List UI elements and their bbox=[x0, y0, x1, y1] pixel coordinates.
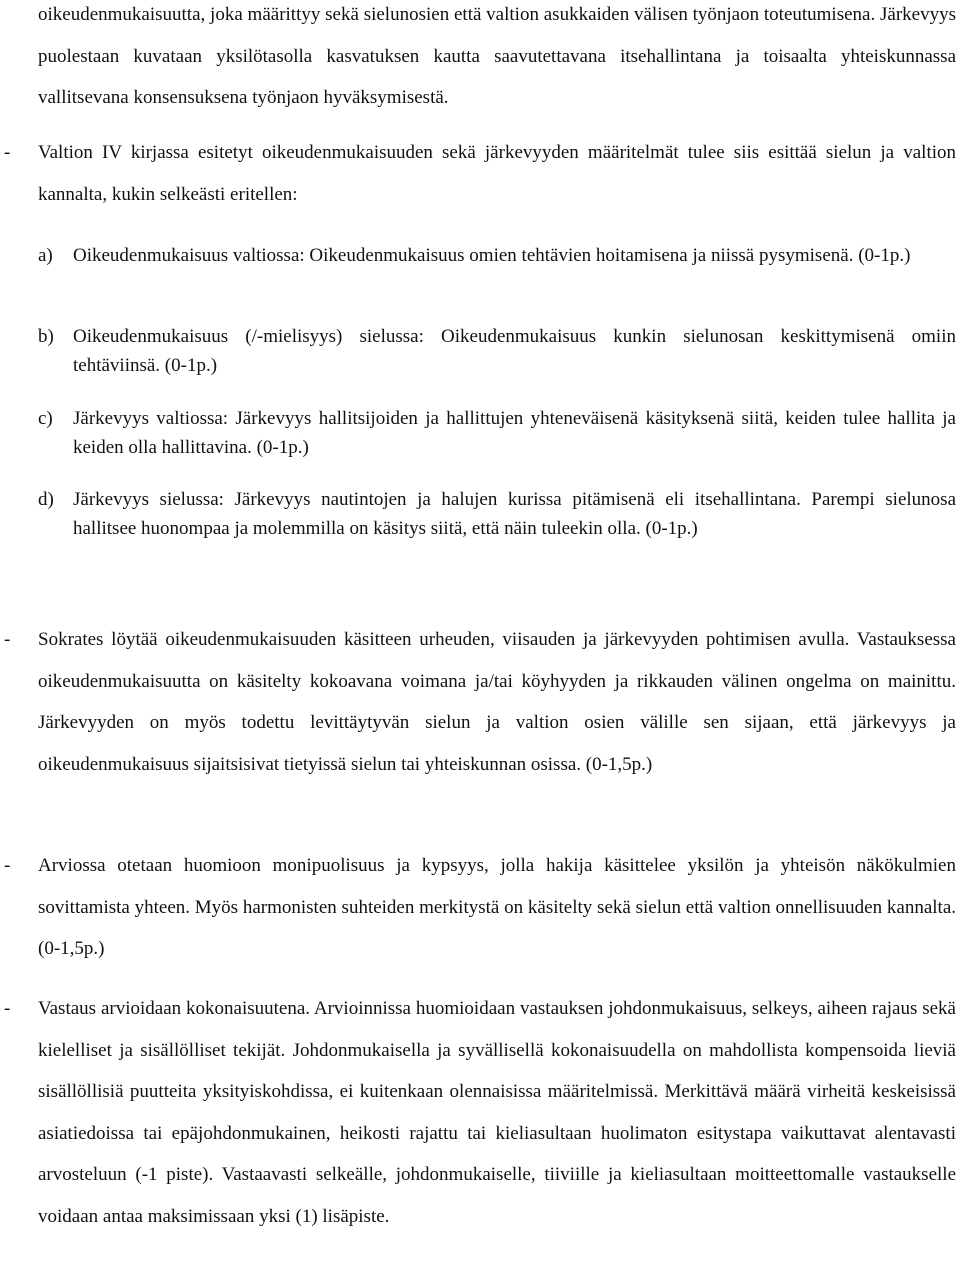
sub-item-b bbox=[38, 323, 956, 380]
bullet-dash: - bbox=[4, 142, 11, 163]
sub-item-text: Oikeudenmukaisuus valtiossa: Oikeudenmukaisuus omien tehtävien hoitamisena ja niissä pysymisenä. (0-1p.) bbox=[73, 245, 911, 266]
bullet-dash: - bbox=[4, 998, 11, 1019]
sub-item-d bbox=[38, 486, 956, 543]
bullet-text: Vastaus arvioidaan kokonaisuutena. Arvioinnissa huomioidaan vastauksen johdonmukaisuus, selkeys, aiheen rajaus sekä kielelliset ja sisällölliset tekijät. Johdonmukaisella ja syvällisellä kokonaisuudella on mahdollista kompensoida lieviä sisällöllisiä puutteita yksityiskohdissa, ei kuitenkaan olennaisissa määritelmissä. Merkittävä määrä virheitä keskeisissä asiatiedoissa tai epäjohdonmukainen, heikosti rajattu tai kieliasultaan huolimaton esitystapa vaikuttavat alentavasti arvosteluun (-1 piste). Vastaavasti selkeälle, johdonmukaiselle, tiiviille ja kieliasultaan moitteettomalle vastaukselle voidaan antaa maksimissaan yksi (1) lisäpiste. bbox=[38, 998, 956, 1227]
bullet-dash: - bbox=[4, 855, 11, 876]
sub-item-letter: c) bbox=[38, 408, 53, 429]
bullet-text: Sokrates löytää oikeudenmukaisuuden käsitteen urheuden, viisauden ja järkevyyden pohtimisen avulla. Vastauksessa oikeudenmukaisuutta on käsitelty kokoavana voimana ja/tai köyhyyden ja rikkauden välinen ongelma on mainittu. Järkevyyden on myös todettu levittäytyvän sielun ja valtion osien välille sen sijaan, että järkevyys ja oikeudenmukaisuus sijaitsisivat tietyissä sielun tai yhteiskunnan osissa. (0-1,5p.) bbox=[38, 629, 956, 775]
sub-item-letter: a) bbox=[38, 245, 53, 266]
sub-item-letter: b) bbox=[38, 326, 54, 347]
bullet-item bbox=[4, 619, 956, 785]
sub-item-text: Oikeudenmukaisuus (/-mielisyys) sielussa: Oikeudenmukaisuus kunkin sielunosan keskittymisenä omiin tehtäviinsä. (0-1p.) bbox=[73, 326, 956, 376]
sub-item-letter: d) bbox=[38, 489, 54, 510]
bullet-item bbox=[4, 988, 956, 1237]
sub-item-text: Järkevyys valtiossa: Järkevyys hallitsijoiden ja hallittujen yhteneväisenä käsityksenä siitä, keiden tulee hallita ja keiden olla hallittavina. (0-1p.) bbox=[73, 408, 956, 458]
intro-paragraph: oikeudenmukaisuutta, joka määrittyy sekä sielunosien että valtion asukkaiden välisen työnjaon toteutumisena. Järkevyys puolestaan kuvataan yksilötasolla kasvatuksen kautta saavutettavana itsehallintana ja toisaalta yhteiskunnassa vallitsevana konsensuksena työnjaon hyväksymisestä. bbox=[38, 4, 956, 108]
bullet-item bbox=[4, 132, 956, 215]
bullet-dash: - bbox=[4, 629, 11, 650]
sub-item-a bbox=[38, 242, 956, 271]
sub-item-c bbox=[38, 405, 956, 462]
bullet-item bbox=[4, 845, 956, 970]
sub-item-text: Järkevyys sielussa: Järkevyys nautintojen ja halujen kurissa pitämisenä eli itsehallintana. Parempi sielunosa hallitsee huonompaa ja molemmilla on käsitys siitä, että näin tuleekin olla. (0-1p.) bbox=[73, 489, 956, 539]
bullet-text: Valtion IV kirjassa esitetyt oikeudenmukaisuuden sekä järkevyyden määritelmät tulee siis esittää sielun ja valtion kannalta, kukin selkeästi eritellen: bbox=[38, 142, 956, 205]
bullet-text: Arviossa otetaan huomioon monipuolisuus ja kypsyys, jolla hakija käsittelee yksilön ja yhteisön näkökulmien sovittamista yhteen. Myös harmonisten suhteiden merkitystä on käsitelty sekä sielun että valtion onnellisuuden kannalta. (0-1,5p.) bbox=[38, 855, 956, 959]
